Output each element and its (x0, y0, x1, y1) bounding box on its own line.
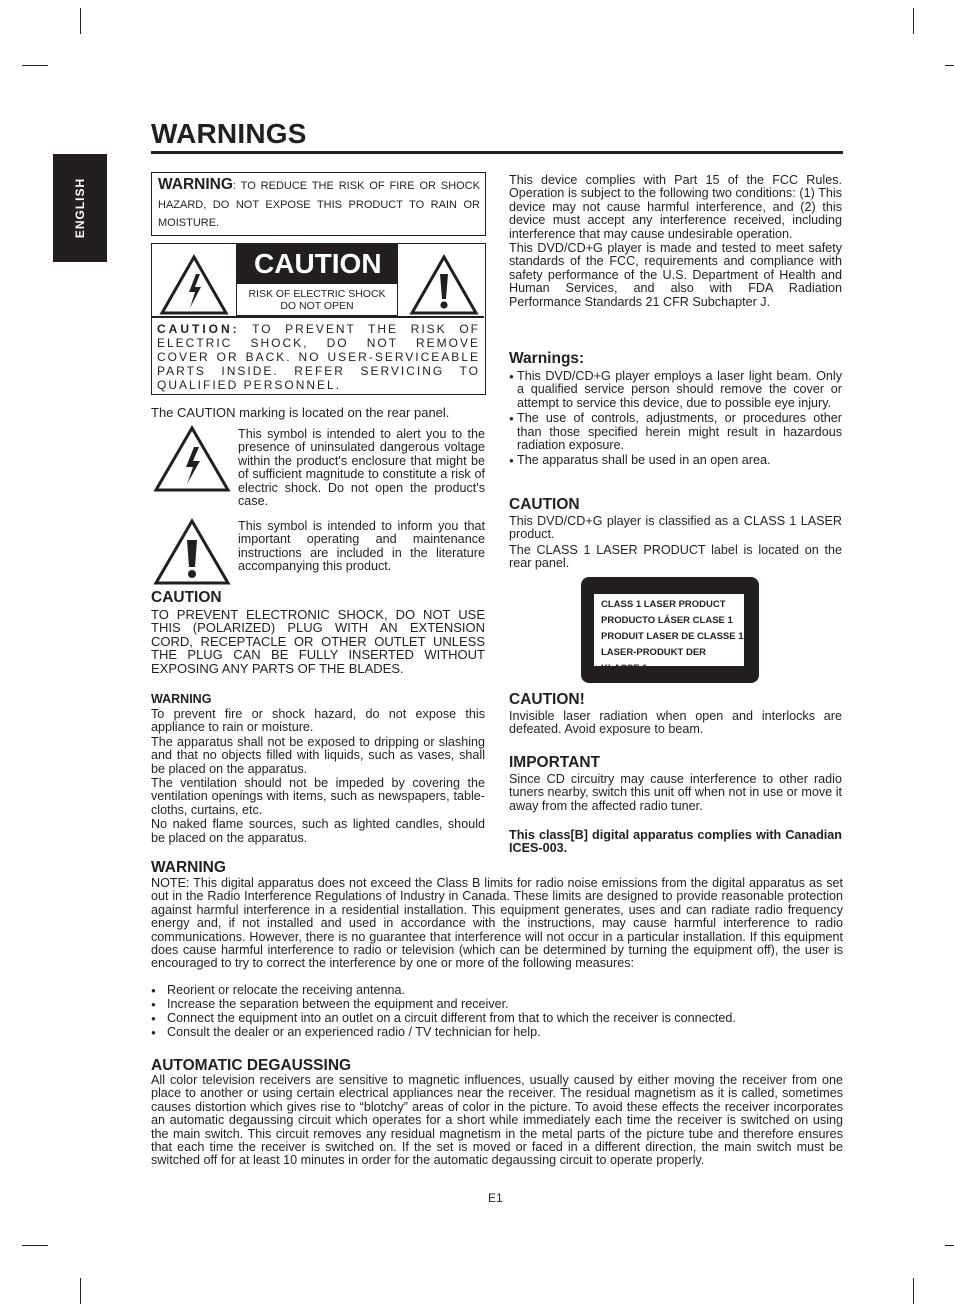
caution-laser-paragraph: The CLASS 1 LASER PRODUCT label is located on the rear panel. (509, 542, 842, 571)
fcc-section (509, 174, 842, 309)
list-item: ● Reorient or relocate the receiving antenna. (151, 984, 843, 997)
crop-mark (80, 8, 81, 34)
caution-title: CAUTION (254, 248, 382, 279)
caution-invisible-text: Invisible laser radiation when open and interlocks are defeated. Avoid exposure to beam. (509, 709, 842, 737)
warning-full-text: NOTE: This digital apparatus does not exceed the Class B limits for radio noise emissions from the digital apparatus as set out in the Radio Interference Regulations of Industry in Canada. These limits are designed to provide reasonable protection against harmful interference in a residential installation. This equipment generates, uses and can radiate radio frequency energy and, if not installed and used in accordance with the instructions, may cause harmful interference to radio communications. However, there is no guarantee that interference will not occur in a particular installation. If this equipment does cause harmful interference to radio or television (which can be determined by turning the equipment off), the user is encouraged to try to correct the interference by one or more of the following measures: (151, 876, 843, 971)
rear-panel-note: The CAUTION marking is located on the rear panel. (151, 405, 450, 420)
warning-small-heading: WARNING (151, 692, 212, 706)
exclamation-symbol-text: This symbol is intended to inform you that important operating and maintenance instructions are included in the literature accompanying this product. (238, 519, 485, 574)
list-item: ● The apparatus shall be used in an open area. (509, 454, 842, 467)
warnings-list-heading: Warnings: (509, 350, 585, 367)
crop-mark (80, 1278, 81, 1304)
warning-small-paragraph: No naked flame sources, such as lighted candles, should be placed on the apparatus. (151, 817, 485, 845)
warning-full-heading: WARNING (151, 859, 226, 876)
caution-plug-heading: CAUTION (151, 589, 222, 606)
warning-small-body (151, 708, 485, 845)
crop-mark (22, 65, 48, 66)
page-number: E1 (488, 1191, 503, 1205)
list-item: ● Increase the separation between the equipment and receiver. (151, 998, 843, 1011)
warning-small-paragraph: The apparatus shall not be exposed to dripping or slashing and that no objects filled with liquids, such as vases, shall be placed on the apparatus. (151, 734, 485, 776)
laser-label-line: LASER-PRODUKT DER KLASSE 1 (601, 647, 707, 674)
caution-box-label: CAUTION: (157, 322, 240, 336)
caution-laser-heading: CAUTION (509, 496, 580, 513)
crop-mark (913, 8, 914, 34)
laser-label (581, 577, 759, 683)
canadian-statement: This class[B] digital apparatus complies with Canadian ICES-003. (509, 828, 842, 856)
top-warning-box (151, 172, 486, 236)
fcc-paragraph-2: This DVD/CD+G player is made and tested to meet safety standards of the FCC, requirements and compliance with safety performance of the U.S. Department of Health and Human Services, and also with FDA Radiation Performance Standards 21 CFR Subchapter J. (509, 241, 842, 309)
caution-plug-text: TO PREVENT ELECTRONIC SHOCK, DO NOT USE THIS (POLARIZED) PLUG WITH AN EXTENSION CORD, RECEPTACLE OR OTHER OUTLET UNLESS THE PLUG CAN BE FULLY INSERTED WITHOUT EXPOSING ANY PARTS OF THE BLADES. (151, 607, 485, 676)
list-item: ● Consult the dealer or an experienced radio / TV technician for help. (151, 1026, 843, 1039)
list-item: ● Connect the equipment into an outlet on a circuit different from that to which the receiver is connected. (151, 1012, 843, 1025)
language-tab (53, 154, 107, 262)
important-heading: IMPORTANT (509, 754, 600, 771)
list-item: ● The use of controls, adjustments, or procedures other than those specified herein might result in hazardous radiation exposure. (509, 412, 842, 452)
lightning-triangle-icon (159, 254, 229, 316)
fcc-paragraph-1: This device complies with Part 15 of the FCC Rules. Operation is subject to the following two conditions: (1) This device may not cause harmful interference, and (2) this device must accept any interference received, including interference that may cause undesirable operation. (509, 173, 842, 241)
top-warning-text: WARNING: TO REDUCE THE RISK OF FIRE OR SHOCK HAZARD, DO NOT EXPOSE THIS PRODUCT TO RAIN OR MOISTURE. (158, 176, 480, 229)
list-item: ● This DVD/CD+G player employs a laser light beam. Only a qualified service person should remove the cover or attempt to service this device, due to possible eye injury. (509, 370, 842, 410)
top-warning-label: WARNING (158, 176, 233, 193)
crop-mark (22, 1245, 48, 1246)
language-tab-label: ENGLISH (73, 177, 87, 239)
caution-box-text: CAUTION: TO PREVENT THE RISK OF ELECTRIC SHOCK, DO NOT REMOVE COVER OR BACK. NO USER-SERVICEABLE PARTS INSIDE. REFER SERVICING TO QUALIFIED PERSONNEL. (157, 322, 480, 392)
title-rule (151, 151, 843, 154)
caution-box (151, 243, 486, 395)
caution-invisible-heading: CAUTION! (509, 691, 585, 708)
exclamation-symbol-icon (153, 518, 231, 586)
degauss-heading: AUTOMATIC DEGAUSSING (151, 1057, 352, 1074)
caution-sub1: RISK OF ELECTRIC SHOCK (248, 288, 386, 300)
page-title: WARNINGS (151, 118, 307, 149)
caution-laser-paragraph: This DVD/CD+G player is classified as a CLASS 1 LASER product. (509, 514, 842, 542)
laser-label-line: PRODUCTO LÁSER CLASE 1 (601, 615, 733, 626)
exclamation-triangle-icon (409, 254, 479, 316)
degauss-text: All color television receivers are sensitive to magnetic influences, usually caused by either moving the receiver from one place to another or using certain electrical appliances near the receiver. The residual magnetism as it is called, sometimes causes distortion which gives rise to “blotchy” areas of color in the picture. To avoid these effects the receiver incorporates an automatic degaussing circuit which operates for a short while immediately each time the receiver is switched on using the main switch. This circuit removes any residual magnetism in the metal parts of the picture tube and therefore ensures that each time the receiver is switched on. If the set is moved or faced in a different direction, the main switch must be switched off for at least 10 minutes in order for the automatic degaussing circuit to operate properly. (151, 1073, 843, 1168)
caution-title-block (236, 244, 398, 284)
crop-mark (945, 65, 954, 66)
crop-mark (945, 1245, 954, 1246)
warning-small-paragraph: The ventilation should not be impeded by covering the ventilation openings with items, such as newspapers, table-cloths, curtains, etc. (151, 776, 485, 817)
lightning-symbol-text: This symbol is intended to alert you to the presence of uninsulated dangerous voltage within the product's enclosure that might be of sufficient magnitude to constitute a risk of electric shock. Do not open the product's case. (238, 427, 485, 509)
laser-label-line: CLASS 1 LASER PRODUCT (601, 599, 726, 610)
laser-label-line: PRODUIT LASER DE CLASSE 1 (601, 631, 744, 642)
lightning-symbol-icon (153, 425, 231, 493)
warning-full-list (151, 984, 843, 1039)
warning-small-paragraph: To prevent fire or shock hazard, do not expose this appliance to rain or moisture. (151, 707, 485, 735)
crop-mark (913, 1278, 914, 1304)
laser-label-inner (594, 594, 744, 674)
caution-sub-block (236, 284, 398, 316)
caution-sub2: DO NOT OPEN (280, 300, 354, 312)
caution-box-divider (152, 316, 484, 318)
important-text: Since CD circuitry may cause interference to other radio tuners nearby, switch this unit off when not in use or move it away from the affected radio tuner. (509, 772, 842, 813)
warnings-list (509, 370, 842, 468)
caution-laser-body (509, 515, 842, 571)
